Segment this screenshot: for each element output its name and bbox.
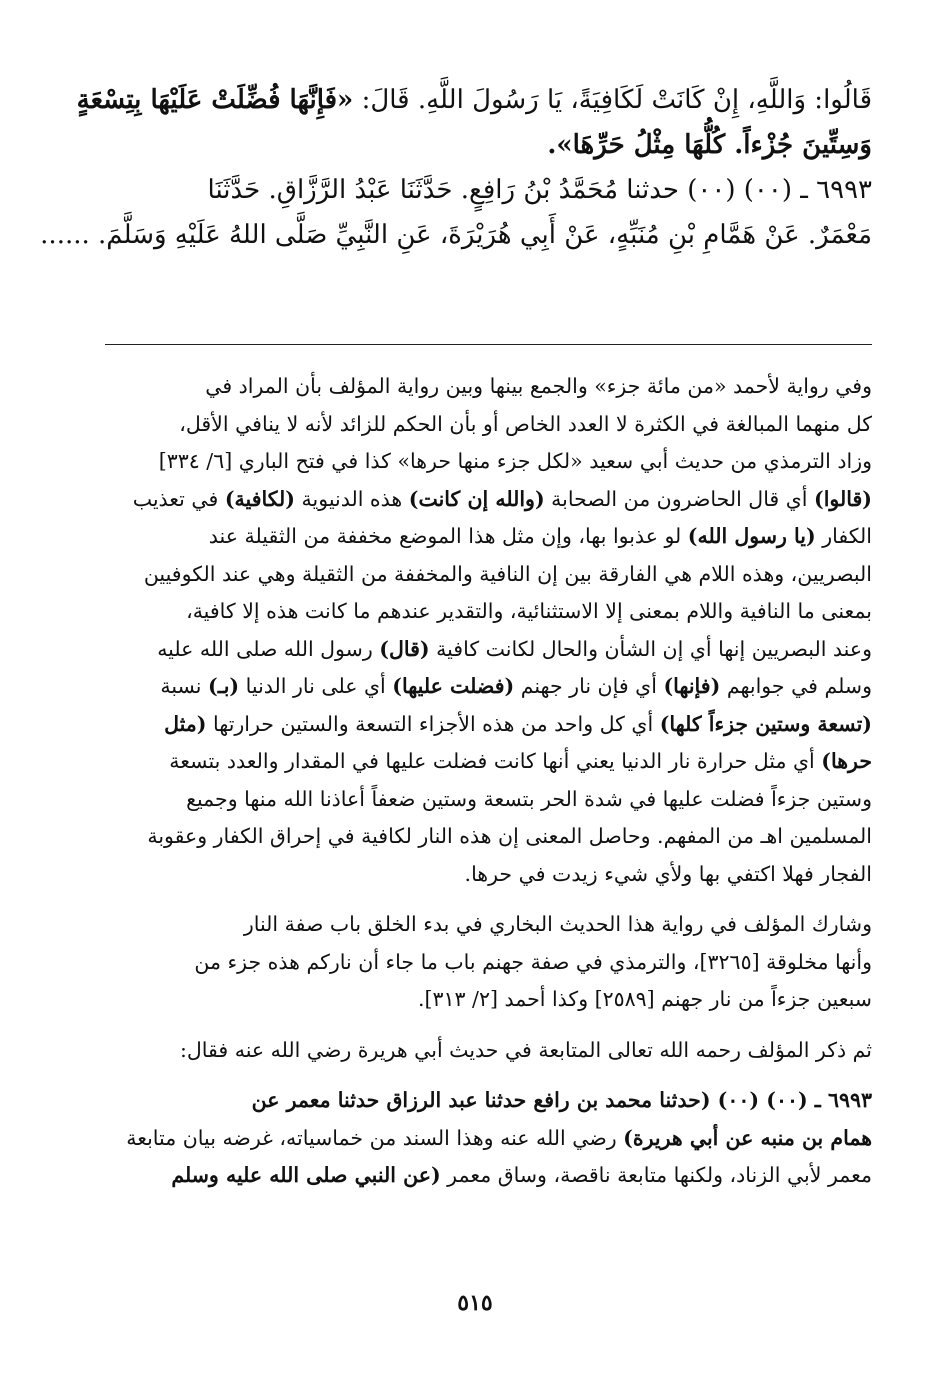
commentary-line: الكفار (يا رسول الله) لو عذبوا بها، وإن مثل هذا الموضع مخففة من الثقيلة عند [208,524,872,548]
commentary-line: وعند البصريين إنها أي إن الشأن والحال لكانت كافية (قال) رسول الله صلى الله عليه [157,636,872,661]
commentary-line: الفجار فهلا اكتفي بها ولأي شيء زيدت في حرها. [464,861,872,886]
hadith-line: وَسِتِّينَ جُزْءاً. كُلُّهَا مِثْلُ حَرِّهَا». [547,130,872,160]
hadith-line: قَالُوا: وَاللَّهِ، إِنْ كَانَتْ لَكَافِيَةً، يَا رَسُولَ اللَّهِ. قَالَ: «فَإِنَّهَا فُضِّلَتْ عَلَيْهَا بِتِسْعَةٍ [76,85,872,115]
commentary-text [105,368,872,1195]
commentary-line: البصريين، وهذه اللام هي الفارقة بين إن النافية والمخففة من الثقيلة وهي عند الكوفيين [143,561,872,586]
page-number: ٥١٥ [457,1290,493,1316]
commentary-line: وستين جزءاً فضلت عليها في شدة الحر بتسعة وستين ضعفاً أعاذنا الله منها وجميع [186,786,872,811]
commentary-line: ٦٩٩٣ ـ (٠٠) (٠٠) (حدثنا محمد بن رافع حدثنا عبد الرزاق حدثنا معمر عن [251,1088,872,1112]
commentary-line: (تسعة وستين جزءاً كلها) أي كل واحد من هذه الأجزاء التسعة والستين حرارتها (مثل [164,711,872,736]
commentary-line: وفي رواية لأحمد «من مائة جزء» والجمع بينها وبين رواية المؤلف بأن المراد في [205,374,872,398]
commentary-line: وشارك المؤلف في رواية هذا الحديث البخاري في بدء الخلق باب صفة النار [243,912,872,936]
commentary-line: وأنها مخلوقة [٣٢٦٥]، والترمذي في صفة جهنم باب ما جاء أن ناركم هذه جزء من [194,949,872,974]
footnote-divider [105,344,872,345]
commentary-line: وسلم في جوابهم (فإنها) أي فإن نار جهنم (فضلت عليها) أي على نار الدنيا (بـ) نسبة [160,674,872,698]
commentary-line: ثم ذكر المؤلف رحمه الله تعالى المتابعة في حديث أبي هريرة رضي الله عنه فقال: [179,1037,872,1062]
hadith-line: مَعْمَرٌ. عَنْ هَمَّامِ بْنِ مُنَبِّهٍ، عَنْ أَبِي هُرَيْرَةَ، عَنِ النَّبِيِّ صَلَّى اللهُ عَلَيْهِ وَسَلَّمَ. ...... [40,220,872,250]
commentary-line: وزاد الترمذي من حديث أبي سعيد «لكل جزء منها حرها» كذا في فتح الباري [٦/ ٣٣٤] [158,449,872,473]
commentary-line: المسلمين اهـ من المفهم. وحاصل المعنى إن هذه النار لكافية في إحراق الكفار وعقوبة [147,824,872,848]
commentary-line: معمر لأبي الزناد، ولكنها متابعة ناقصة، وساق معمر (عن النبي صلى الله عليه وسلم [171,1163,872,1187]
commentary-line: (قالوا) أي قال الحاضرون من الصحابة (والله إن كانت) هذه الدنيوية (لكافية) في تعذيب [132,486,872,511]
paragraph-gap [105,1069,872,1082]
commentary-line: همام بن منبه عن أبي هريرة) رضي الله عنه وهذا السند من خماسياته، غرضه بيان متابعة [126,1125,872,1150]
paragraph-gap [105,893,872,906]
commentary-line: بمعنى ما النافية واللام بمعنى إلا الاستثنائية، والتقدير عندهم ما كانت هذه إلا كافية، [186,599,872,623]
commentary-line: سبعين جزءاً من نار جهنم [٢٥٨٩] وكذا أحمد [٢/ ٣١٣]. [417,987,872,1011]
paragraph-gap [105,1019,872,1032]
hadith-line: ٦٩٩٣ ـ (٠٠) (٠٠) حدثنا مُحَمَّدُ بْنُ رَافِعٍ. حَدَّثَنَا عَبْدُ الرَّزَّاقِ. حَدَّثَنَا [207,175,872,205]
hadith-text [40,78,872,258]
commentary-line: كل منهما المبالغة في الكثرة لا العدد الخاص أو بأن الحكم للزائد لأنه لا ينافي الأقل، [179,411,872,436]
commentary-line: حرها) أي مثل حرارة نار الدنيا يعني أنها كانت فضلت عليها في المقدار والعدد بتسعة [169,749,872,773]
